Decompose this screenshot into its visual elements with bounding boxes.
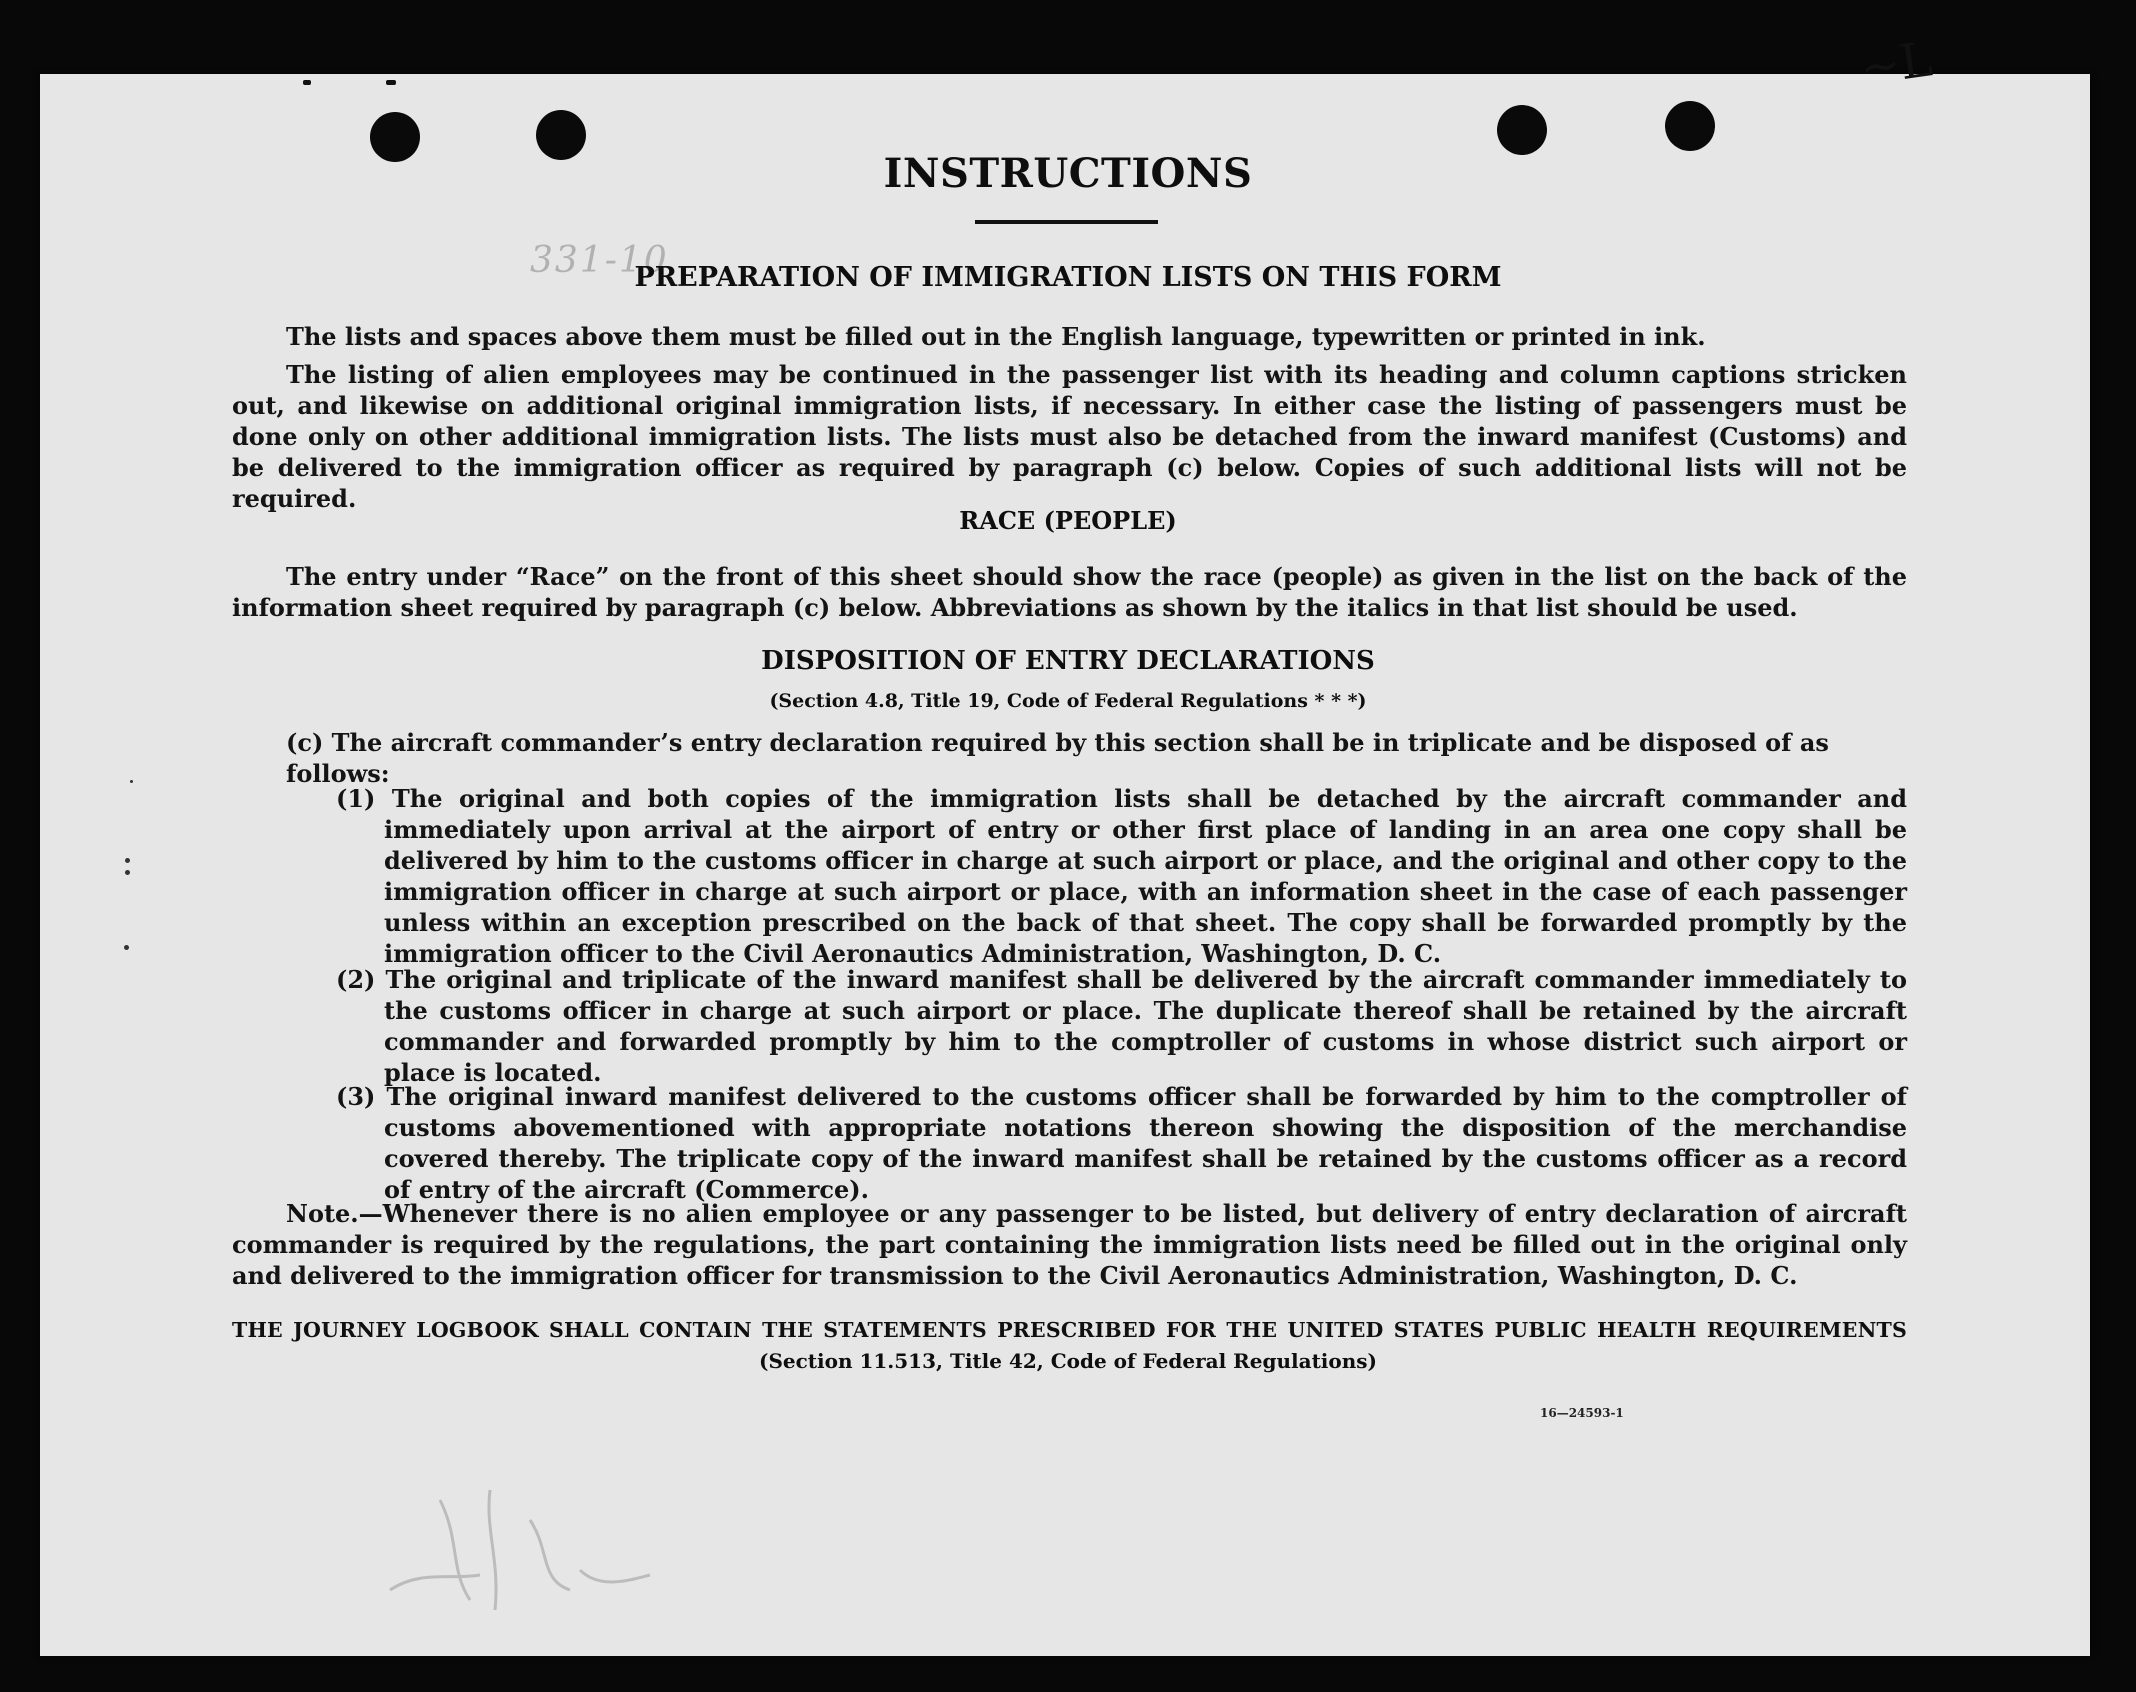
punch-hole: [1665, 101, 1715, 151]
preparation-paragraph-2: The listing of alien employees may be continued in the passenger list with its heading and column captions stricken out, and likewise on additional original immigration lists, if necessary. In either case the listing of passengers must be done only on other additional immigration lists. The lists must also be detached from the inward manifest (Customs) and be delivered to the immigration officer as required by paragraph (c) below. Copies of such additional lists will not be required.: [232, 360, 1907, 513]
preparation-paragraph-1: The lists and spaces above them must be filled out in the English language, typewritten or printed in ink.: [286, 322, 1706, 351]
note-paragraph: Note.—Whenever there is no alien employee or any passenger to be listed, but delivery of entry declaration of aircraft commander is required by the regulations, the part containing the immigration lists need be filled out in the original only and delivered to the immigration officer for transmission to the Civil Aeronautics Administration, Washington, D. C.: [232, 1199, 1907, 1290]
disposition-citation: (Section 4.8, Title 19, Code of Federal Regulations * * *): [769, 690, 1367, 712]
disposition-item: (2) The original and triplicate of the inward manifest shall be delivered by the aircraft commander immediately to the customs officer in charge at such airport or place. The duplicate thereof shall be retained by the aircraft commander and forwarded promptly by him to the comptroller of customs in whose district such airport or place is located.: [336, 965, 1907, 1087]
punch-hole: [1497, 105, 1547, 155]
race-heading: RACE (PEOPLE): [959, 506, 1177, 535]
disposition-item: (1) The original and both copies of the immigration lists shall be detached by the aircraft commander and immediately upon arrival at the airport of entry or other first place of landing in an area one copy shall be delivered by him to the customs officer in charge at such airport or place, and the original and other copy to the immigration officer in charge at such airport or place, with an information sheet in the case of each passenger unless within an exception prescribed on the back of that sheet. The copy shall be forwarded promptly by the immigration officer to the Civil Aeronautics Administration, Washington, D. C.: [336, 784, 1907, 968]
journey-logbook-statement: THE JOURNEY LOGBOOK SHALL CONTAIN THE STATEMENTS PRESCRIBED FOR THE UNITED STATES PUBLIC HEALTH REQUIREMENTS: [232, 1318, 1907, 1342]
disposition-heading: DISPOSITION OF ENTRY DECLARATIONS: [761, 646, 1375, 676]
disposition-item: (3) The original inward manifest delivered to the customs officer shall be forwarded by him to the comptroller of customs abovementioned with appropriate notations thereon showing the disposition of the merchandise covered thereby. The triplicate copy of the inward manifest shall be retained by the customs officer as a record of entry of the aircraft (Commerce).: [336, 1082, 1907, 1204]
corner-handwritten-mark: ~L: [1856, 31, 1936, 97]
speck: [124, 945, 129, 950]
disposition-intro: (c) The aircraft commander’s entry declaration required by this section shall be in triplicate and be disposed of as follows:: [286, 728, 1829, 788]
form-number: 16—24593-1: [1540, 1406, 1624, 1420]
journey-citation: (Section 11.513, Title 42, Code of Federal Regulations): [758, 1349, 1378, 1373]
race-paragraph: The entry under “Race” on the front of this sheet should show the race (people) as given in the list on the back of the information sheet required by paragraph (c) below. Abbreviations as shown by the italics in that list should be used.: [232, 562, 1907, 622]
title-underline: [975, 220, 1158, 224]
edge-mark: [386, 80, 396, 85]
edge-mark: [303, 80, 311, 85]
speck: [130, 780, 133, 783]
speck: [125, 870, 130, 875]
handwritten-file-number: 331-10: [530, 240, 669, 281]
faint-signature-mark: [380, 1480, 660, 1630]
preparation-heading: PREPARATION OF IMMIGRATION LISTS ON THIS FORM: [634, 262, 1502, 293]
speck: [125, 858, 130, 863]
page-title: INSTRUCTIONS: [883, 150, 1253, 197]
